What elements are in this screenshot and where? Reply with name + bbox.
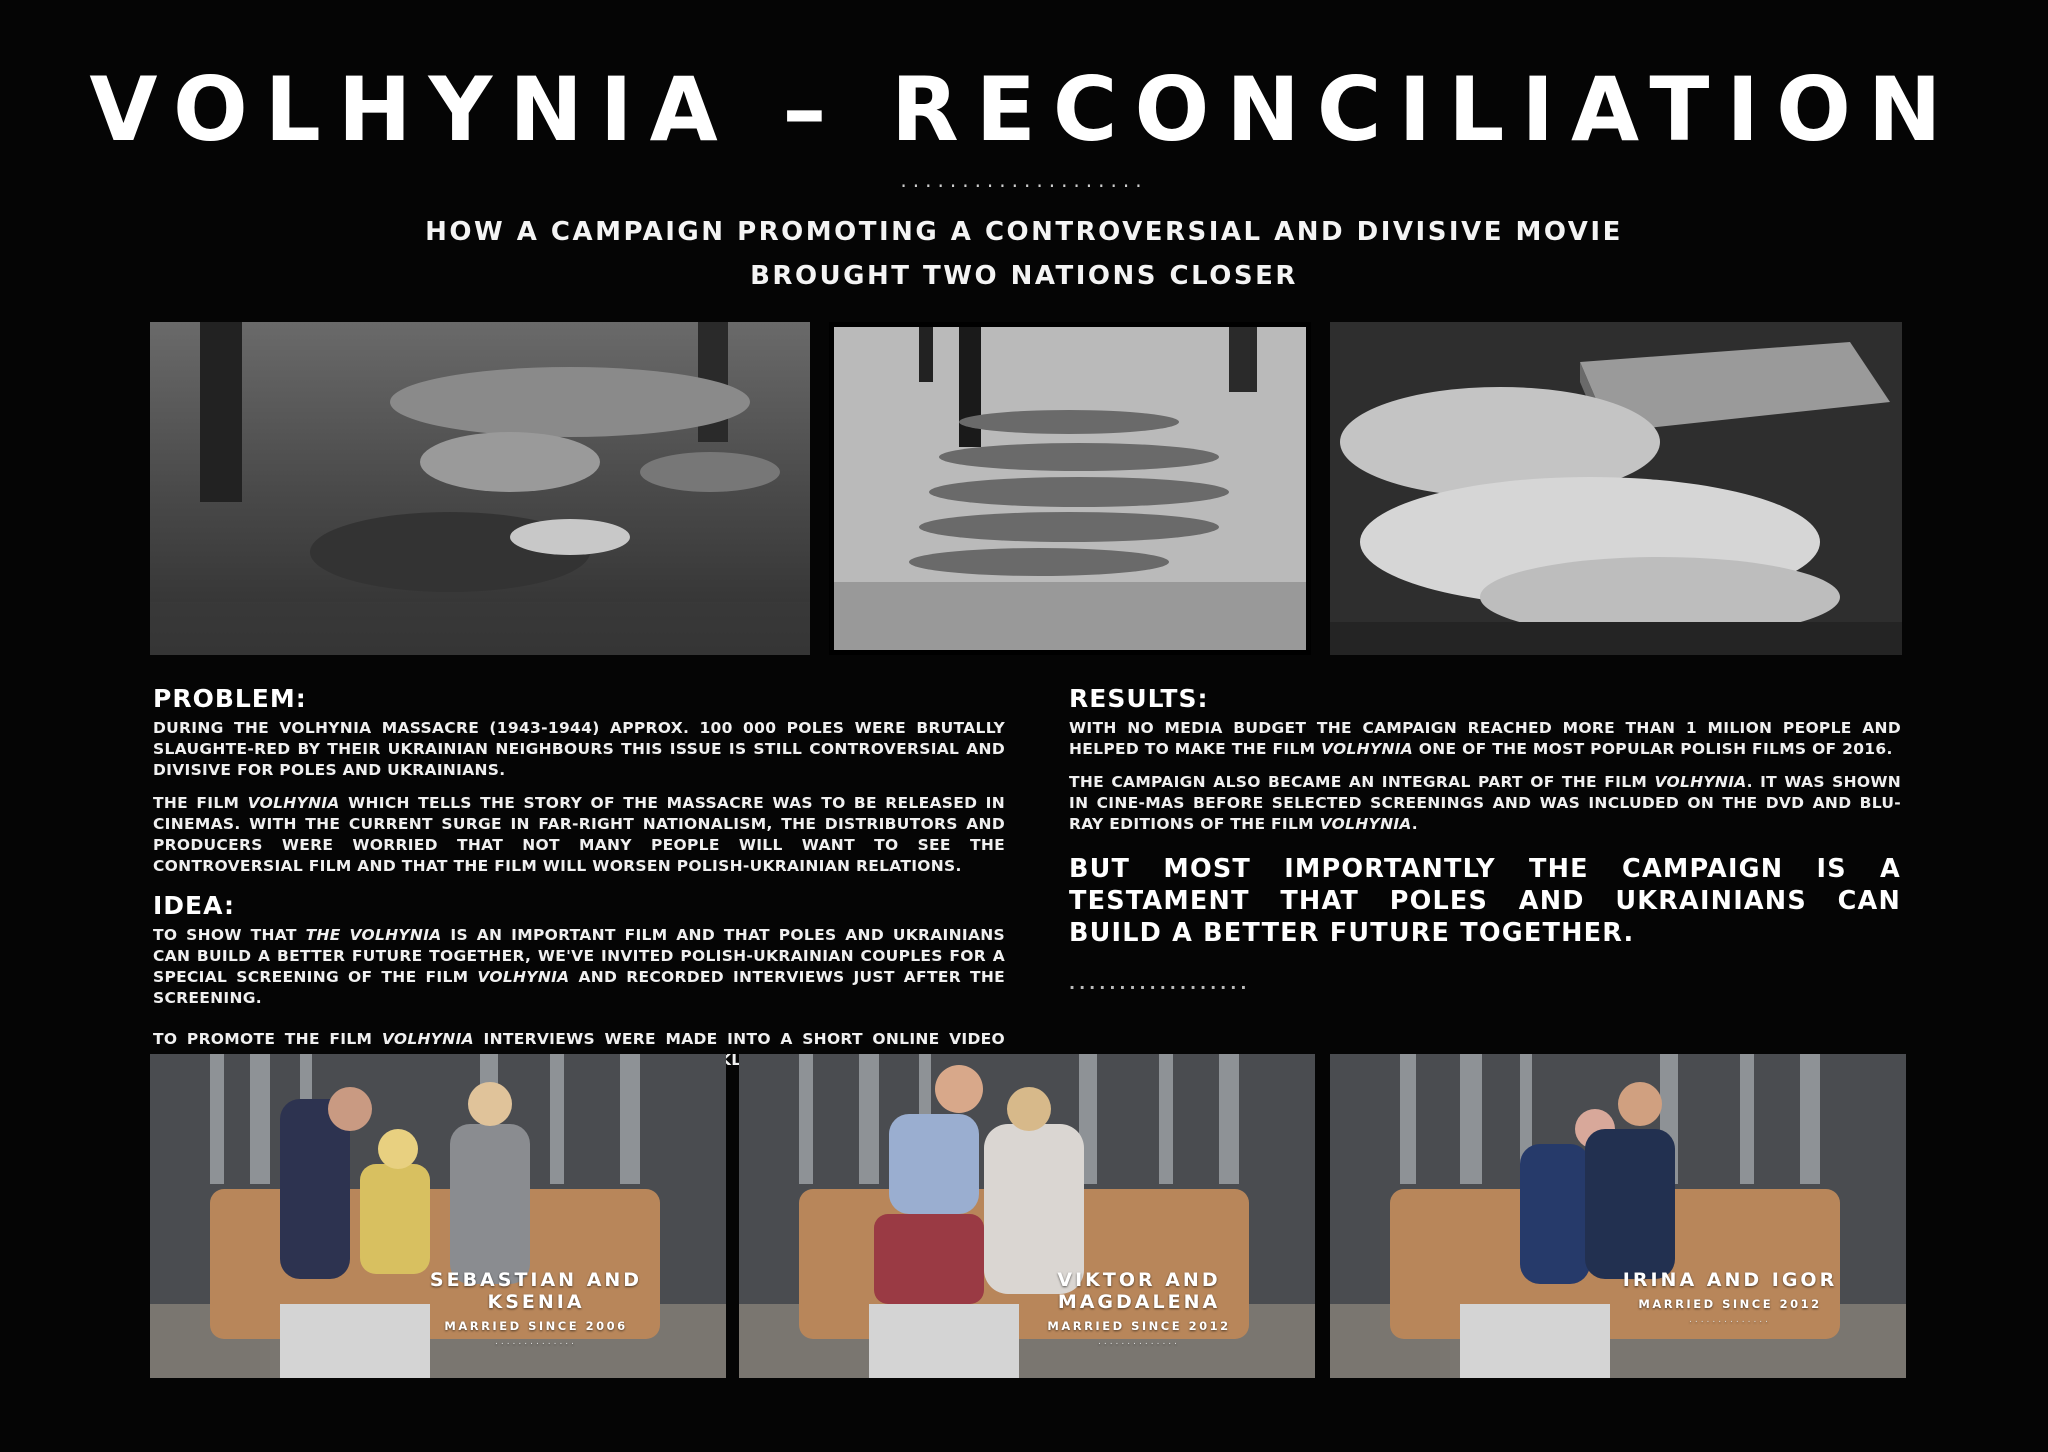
couple-since-2: MARRIED SINCE 2012 [1047,1319,1231,1333]
results-statement: BUT MOST IMPORTANTLY THE CAMPAIGN IS A TESTAMENT THAT POLES AND UKRAINIANS CAN BUILD A BETTER FUTURE TOGETHER. [1069,854,1901,948]
idea-heading: IDEA: [153,891,235,920]
couple-caption-1 [386,1269,686,1347]
couple-caption-2 [979,1269,1299,1347]
couple-name-3: IRINA AND IGOR [1622,1269,1838,1291]
couple-dots-2: .............. [1097,1337,1181,1347]
couple-since-1: MARRIED SINCE 2006 [444,1319,628,1333]
results-heading: RESULTS: [1069,684,1209,713]
problem-paragraph-1: DURING THE VOLHYNIA MASSACRE (1943-1944) APPROX. 100 000 POLES WERE BRUTALLY SLAUGHTE-RED BY THEIR UKRAINIAN NEIGHBOURS THIS ISSUE IS STILL CONTROVERSIAL AND DIVISIVE FOR POLES AND UKRAINIANS. [153,719,1005,779]
archive-photo-snow [829,322,1311,655]
couple-name-2: VIKTOR AND MAGDALENA [1057,1269,1221,1313]
couple-since-3: MARRIED SINCE 2012 [1638,1297,1822,1311]
archive-photo-coffin [1330,322,1902,655]
problem-paragraph-2: THE FILM VOLHYNIA WHICH TELLS THE STORY OF THE MASSACRE WAS TO BE RELEASED IN CINEMAS. WITH THE CURRENT SURGE IN FAR-RIGHT NATIONALISM, THE DISTRIBUTORS AND PRODUCERS WERE WORRIED THAT NOT MANY PEOPLE WILL WANT TO SEE THE CONTROVERSIAL FILM AND THAT THE FILM WILL WORSEN POLISH-UKRAINIAN RELATIONS. [153,794,1005,875]
results-paragraph-1: WITH NO MEDIA BUDGET THE CAMPAIGN REACHED MORE THAN 1 MILION PEOPLE AND HELPED TO MAKE THE FILM VOLHYNIA ONE OF THE MOST POPULAR POLISH FILMS OF 2016. [1069,719,1901,758]
left-text-column [153,684,1005,1083]
idea-paragraph-1: TO SHOW THAT THE VOLHYNIA IS AN IMPORTANT FILM AND THAT POLES AND UKRAINIANS CAN BUILD A BETTER FUTURE TOGETHER, WE'VE INVITED POLISH-UKRAINIAN COUPLES FOR A SPECIAL SCREENING OF THE FILM VOLHYNIA AND RECORDED INTERVIEWS JUST AFTER THE SCREENING. [153,926,1005,1007]
archive-photo-forest [150,322,810,655]
couple-still-1 [150,1054,726,1378]
couple-still-2 [739,1054,1315,1378]
couple-still-3 [1330,1054,1906,1378]
problem-heading: PROBLEM: [153,684,307,713]
subtitle [0,210,2048,298]
subtitle-line-1: HOW A CAMPAIGN PROMOTING A CONTROVERSIAL AND DIVISIVE MOVIE [425,217,1623,247]
title-divider: .................... [900,168,1148,192]
right-text-column [1069,684,1901,994]
subtitle-line-2: BROUGHT TWO NATIONS CLOSER [750,261,1298,291]
couple-dots-1: .............. [494,1337,578,1347]
couple-name-1: SEBASTIAN AND KSENIA [429,1269,643,1313]
idea-paragraph-2: TO PROMOTE THE FILM VOLHYNIA INTERVIEWS WERE MADE INTO A SHORT ONLINE VIDEO [153,1030,1006,1048]
couple-dots-3: .............. [1688,1315,1772,1325]
results-paragraph-2: THE CAMPAIGN ALSO BECAME AN INTEGRAL PART OF THE FILM VOLHYNIA. IT WAS SHOWN IN CINE-MAS BEFORE SELECTED SCREENINGS AND WAS INCLUDED ON THE DVD AND BLU-RAY EDITIONS OF THE FILM VOLHYNIA. [1069,773,1901,833]
results-divider: .................. [1069,974,1251,993]
page-title: VOLHYNIA – RECONCILIATION [89,58,1959,161]
couple-caption-3 [1600,1269,1860,1325]
